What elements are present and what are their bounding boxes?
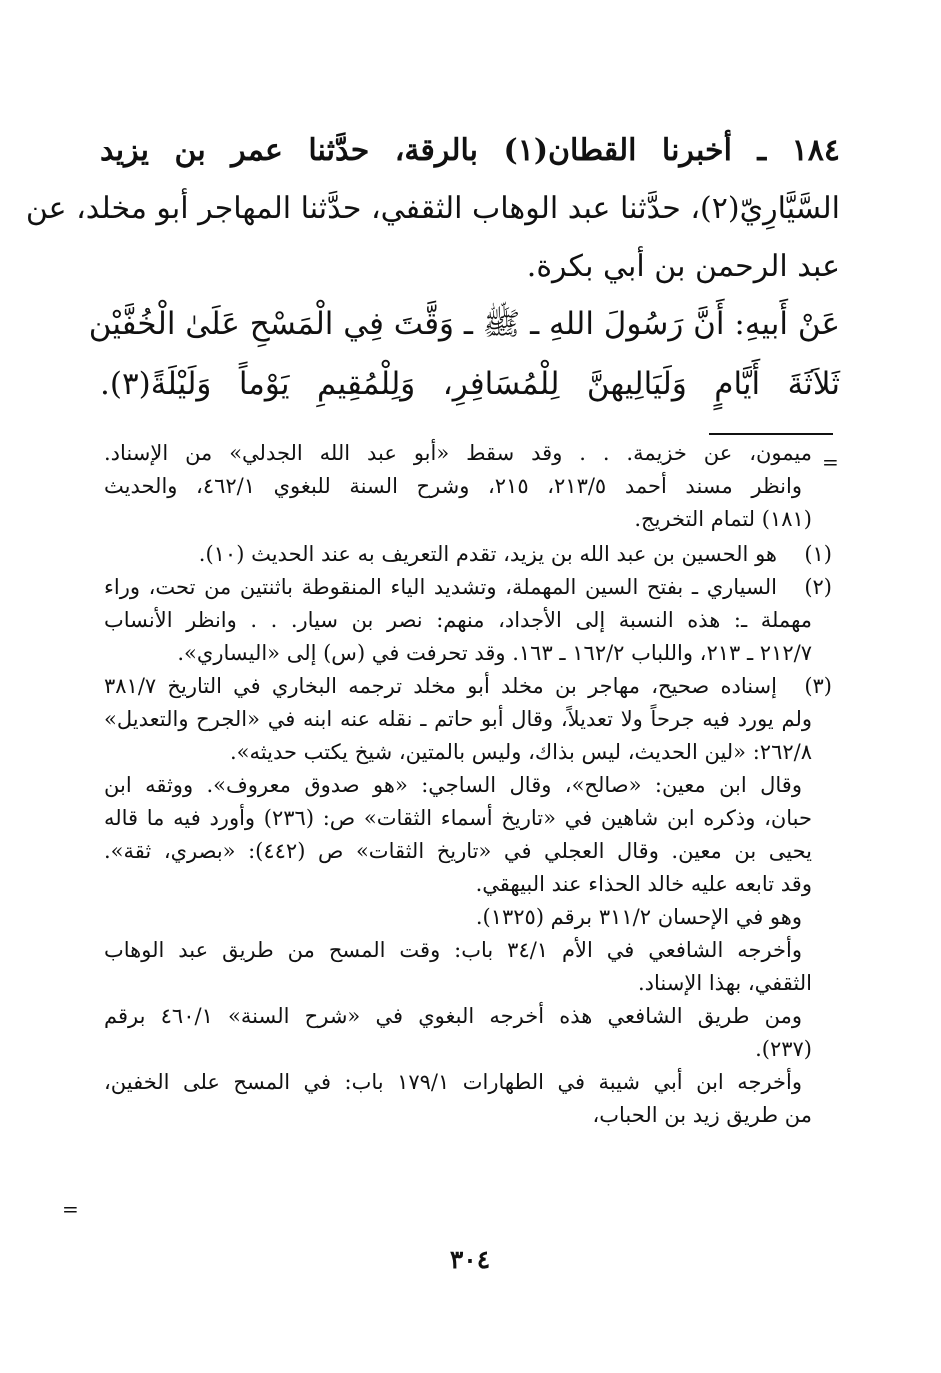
footnote-3-line-1: إسناده صحيح، مهاجر بن مخلد أبو مخلد ترجمه البخاري في التاريخ ٣٨١/٧ bbox=[104, 674, 777, 698]
hadith-line-1: عَنْ أَبيهِ: أَنَّ رَسُولَ اللهِ ـ ﷺ ـ وَقَّتَ فِي الْمَسْحِ عَلَىٰ الْخُفَّيْن bbox=[88, 306, 840, 342]
footnote-3-line-2: ولم يورد فيه جرحاً ولا تعديلاً، وقال أبو حاتم ـ نقله عنه ابنه في «الجرح والتعديل» bbox=[104, 707, 812, 731]
footnotes bbox=[104, 437, 832, 1132]
footnote-2-line-3: ٢١٢/٧ ـ ٢١٣، واللباب ١٦٢/٢ ـ ١٦٣. وقد تحرفت في (س) إلى «اليساري». bbox=[177, 641, 812, 665]
footnote-3-para6-line-2: من طريق زيد بن الحباب، bbox=[592, 1103, 812, 1127]
footnote-separator bbox=[709, 433, 833, 435]
main-line-1: ١٨٤ ـ أخبرنا القطان(١) بالرقة، حدَّثنا عمر بن يزيد bbox=[100, 133, 840, 168]
footnote-2-line-1: السياري ـ بفتح السين المهملة، وتشديد الياء المنقوطة باثنتين من تحت، وراء bbox=[104, 575, 777, 599]
page-number: ٣٠٤ bbox=[449, 1245, 491, 1274]
main-line-3: عبد الرحمن بن أبي بكرة. bbox=[526, 249, 840, 284]
footnote-2-mark: (٢) bbox=[804, 575, 832, 599]
footnote-3-para6-line-1: وأخرجه ابن أبي شيبة في الطهارات ١٧٩/١ باب: في المسح على الخفين، bbox=[104, 1070, 802, 1094]
footnote-3-para4-line-1: وأخرجه الشافعي في الأم ٣٤/١ باب: وقت المسح من طريق عبد الوهاب bbox=[104, 938, 802, 962]
footnote-3-para2-line-1: وقال ابن معين: «صالح»، وقال الساجي: «هو صدوق معروف». ووثقه ابن bbox=[104, 773, 802, 797]
footnote-3-para2-line-3: يحيى بن معين. وقال العجلي في «تاريخ الثقات» ص (٤٤٢): «بصري، ثقة». bbox=[104, 839, 813, 863]
footnote-2-line-2: مهملة ـ: هذه النسبة إلى الأجداد، منهم: نصر بن سيار. . . وانظر الأنساب bbox=[104, 608, 812, 632]
footnote-3-para2-line-4: وقد تابعه عليه خالد الحذاء عند البيهقي. bbox=[475, 872, 812, 896]
main-text bbox=[25, 122, 840, 296]
end-continuation-mark: = bbox=[62, 1197, 79, 1221]
footnote-1-mark: (١) bbox=[804, 542, 832, 566]
continuation-line-2: وانظر مسند أحمد ٢١٣/٥، ٢١٥، وشرح السنة للبغوي ٤٦٢/١، والحديث bbox=[104, 474, 803, 498]
footnote-3-line-3: ٢٦٢/٨: «لين الحديث، ليس بذاك، وليس بالمتين، شيخ يكتب حديثه». bbox=[229, 740, 812, 764]
footnote-3-mark: (٣) bbox=[804, 674, 832, 698]
footnote-3-para2-line-2: حبان، وذكره ابن شاهين في «تاريخ أسماء الثقات» ص: (٢٣٦) وأورد فيه ما قاله bbox=[104, 806, 812, 830]
main-line-2: السَّيَّارِيّ(٢)، حدَّثنا عبد الوهاب الثقفي، حدَّثنا المهاجر أبو مخلد، عن bbox=[25, 191, 840, 226]
footnote-3-para5-line-1: ومن طريق الشافعي هذه أخرجه البغوي في «شرح السنة» ٤٦٠/١ برقم bbox=[104, 1004, 803, 1028]
continuation-mark: = bbox=[822, 450, 839, 474]
hadith-line-2: ثَلاَثَةَ أَيَّامٍ وَلَيَالِيهنَّ لِلْمُسَافِرِ، وَلِلْمُقِيمِ يَوْماً وَلَيْلَةً(٣). bbox=[100, 366, 840, 402]
footnote-1-line-1: هو الحسين بن عبد الله بن يزيد، تقدم التعريف به عند الحديث (١٠). bbox=[198, 542, 777, 566]
continuation-line-1: ميمون، عن خزيمة. . . وقد سقط «أبو عبد الله الجدلي» من الإسناد. bbox=[104, 441, 812, 465]
footnote-3-para3-line-1: وهو في الإحسان ٣١١/٢ برقم (١٣٢٥). bbox=[475, 905, 802, 929]
continuation-line-3: (١٨١) لتمام التخريج. bbox=[634, 507, 812, 531]
hadith-text bbox=[88, 294, 840, 414]
footnote-3-para4-line-2: الثقفي، بهذا الإسناد. bbox=[638, 971, 812, 995]
footnote-3-para5-line-2: (٢٣٧). bbox=[755, 1037, 812, 1061]
